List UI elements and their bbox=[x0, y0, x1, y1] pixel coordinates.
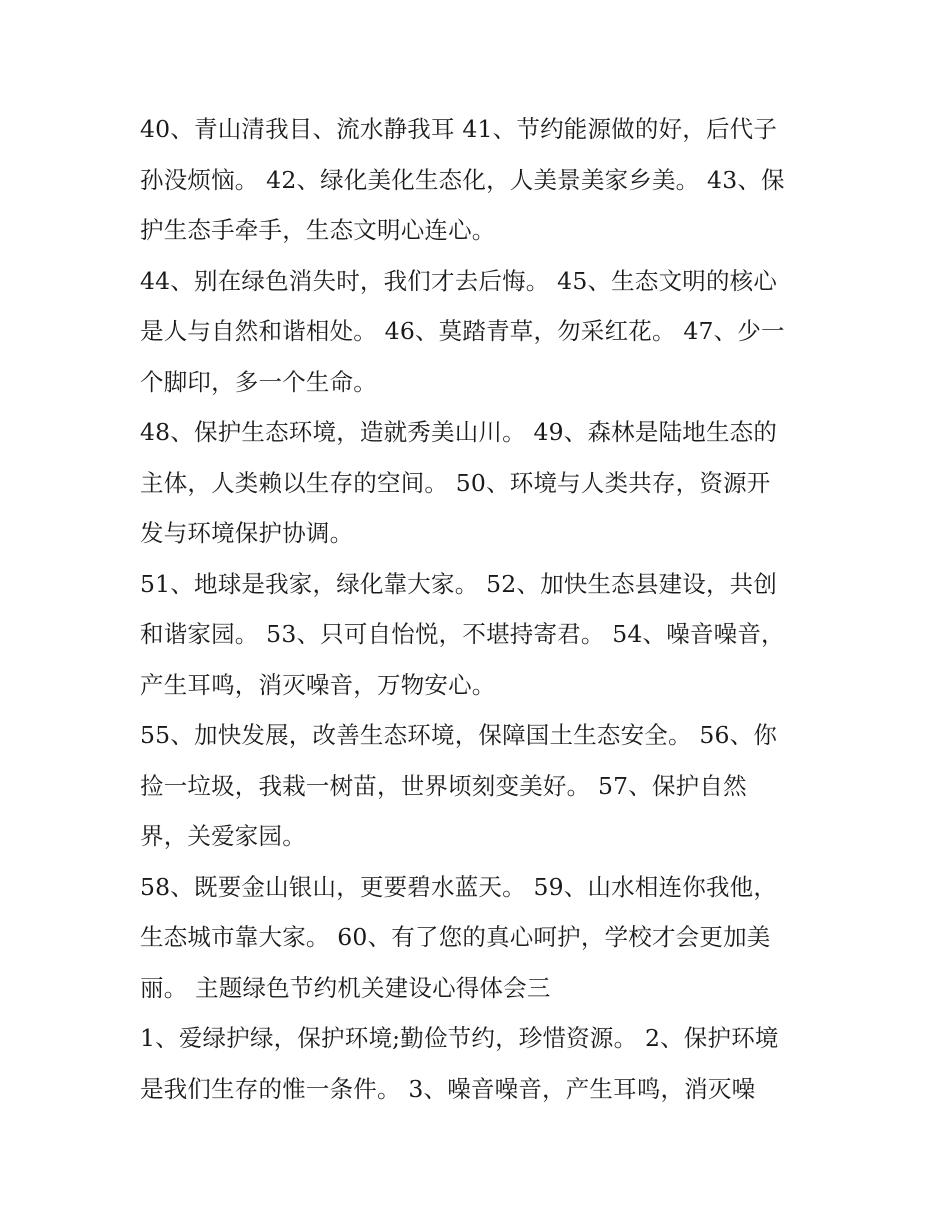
paragraph-slogans-48-50 bbox=[140, 407, 805, 559]
paragraph-slogans-51-54 bbox=[140, 559, 805, 711]
paragraph-slogans-55-57 bbox=[140, 710, 805, 862]
text-line: 55、加快发展，改善生态环境，保障国土生态安全。 56、你 bbox=[140, 721, 778, 749]
paragraph-section-three bbox=[140, 1013, 805, 1114]
paragraph-slogans-58-60 bbox=[140, 862, 805, 1014]
text-line: 发与环境保护协调。 bbox=[140, 519, 354, 547]
paragraph-slogans-40-43 bbox=[140, 104, 805, 256]
text-line: 丽。 主题绿色节约机关建设心得体会三 bbox=[140, 973, 551, 1002]
text-line: 1、爱绿护绿，保护环境;勤俭节约，珍惜资源。 2、保护环境 bbox=[140, 1024, 779, 1052]
text-line: 和谐家园。 53、只可自怡悦，不堪持寄君。 54、噪音噪音， bbox=[140, 620, 785, 648]
text-line: 界，关爱家园。 bbox=[140, 822, 306, 850]
document-body bbox=[140, 104, 805, 1114]
text-line: 是我们生存的惟一条件。 3、噪音噪音，产生耳鸣，消灭噪 bbox=[140, 1074, 756, 1103]
text-line: 产生耳鸣，消灭噪音，万物安心。 bbox=[140, 670, 496, 699]
text-line: 51、地球是我家，绿化靠大家。 52、加快生态县建设，共创 bbox=[140, 569, 778, 598]
text-line: 58、既要金山银山，更要碧水蓝天。 59、山水相连你我他， bbox=[140, 872, 778, 901]
text-line: 生态城市靠大家。 60、有了您的真心呵护，学校才会更加美 bbox=[140, 923, 771, 951]
paragraph-slogans-44-47 bbox=[140, 256, 805, 408]
text-line: 捡一垃圾，我栽一树苗，世界顷刻变美好。 57、保护自然 bbox=[140, 771, 747, 800]
text-line: 主体，人类赖以生存的空间。 50、环境与人类共存，资源开 bbox=[140, 468, 771, 497]
text-line: 护生态手牵手，生态文明心连心。 bbox=[140, 216, 496, 244]
text-line: 是人与自然和谐相处。 46、莫踏青草，勿采红花。 47、少一 bbox=[140, 317, 785, 345]
text-line: 孙没烦恼。 42、绿化美化生态化，人美景美家乡美。 43、保 bbox=[140, 165, 785, 194]
text-line: 44、别在绿色消失时，我们才去后悔。 45、生态文明的核心 bbox=[140, 266, 778, 295]
text-line: 40、青山清我目、流水静我耳 41、节约能源做的好，后代子 bbox=[140, 115, 778, 143]
text-line: 48、保护生态环境，造就秀美山川。 49、森林是陆地生态的 bbox=[140, 418, 778, 446]
text-line: 个脚印，多一个生命。 bbox=[140, 367, 377, 396]
